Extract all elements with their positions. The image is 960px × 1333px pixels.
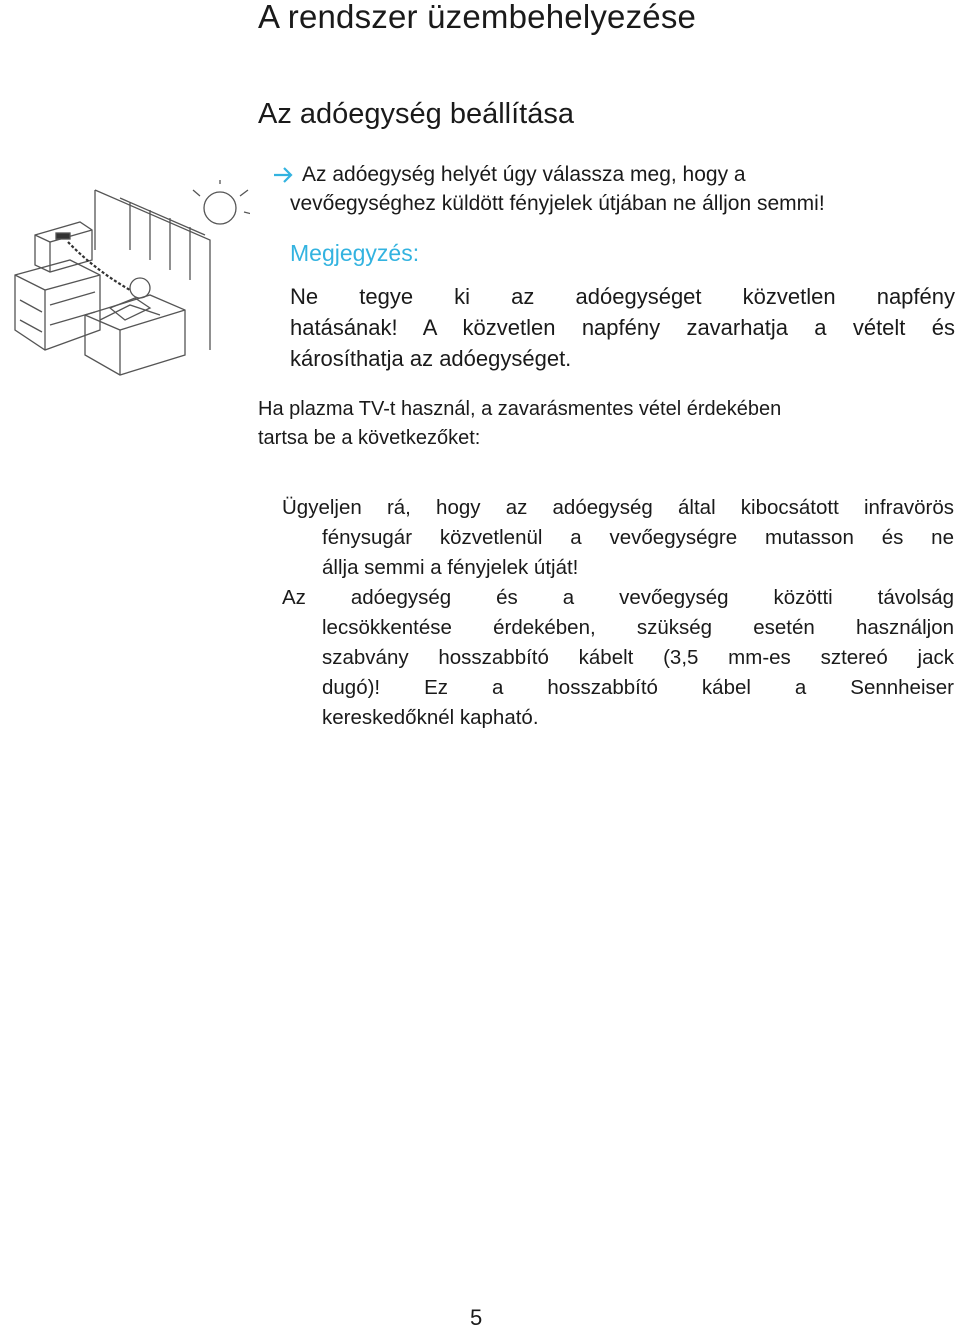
list-item-line: kereskedőknél kapható. bbox=[322, 706, 539, 729]
list-item bbox=[282, 493, 954, 583]
list-item-line: Az adóegység és a vevőegység közötti távolság bbox=[282, 586, 954, 609]
list-item-line: fénysugár közvetlenül a vevőegységre mutasson és ne bbox=[322, 526, 954, 549]
note-line-1: Ne tegye ki az adóegységet közvetlen napfény bbox=[290, 284, 955, 309]
section-title: Az adóegység beállítása bbox=[258, 98, 574, 130]
arrow-right-icon bbox=[272, 160, 294, 189]
note-label: Megjegyzés: bbox=[290, 240, 420, 266]
list-item-line: szabvány hosszabbító kábelt (3,5 mm-es sztereó jack bbox=[322, 646, 954, 669]
note-line-2: hatásának! A közvetlen napfény zavarhatja a vételt és bbox=[290, 315, 955, 340]
plasma-paragraph bbox=[258, 395, 958, 453]
plasma-line-1: Ha plazma TV-t használ, a zavarásmentes vétel érdekében bbox=[258, 398, 782, 420]
list-item-line: lecsökkentése érdekében, szükség esetén használjon bbox=[322, 616, 954, 639]
page-title: A rendszer üzembehelyezése bbox=[258, 0, 697, 35]
list-item-line: dugó)! Ez a hosszabbító kábel a Sennheiser bbox=[322, 676, 954, 699]
intro-line-1: Az adóegység helyét úgy válassza meg, hogy a bbox=[302, 163, 746, 186]
note-line-3: károsíthatja az adóegységet. bbox=[290, 346, 572, 371]
list-item bbox=[282, 583, 954, 733]
setup-illustration bbox=[0, 180, 250, 380]
list-item-line: Ügyeljen rá, hogy az adóegység által kibocsátott infravörös bbox=[282, 496, 954, 519]
intro-line-2: vevőegységhez küldött fényjelek útjában ne álljon semmi! bbox=[290, 192, 825, 215]
instruction-list bbox=[282, 493, 954, 733]
plasma-line-2: tartsa be a következőket: bbox=[258, 427, 481, 449]
list-item-line: állja semmi a fényjelek útját! bbox=[322, 556, 579, 579]
page-number: 5 bbox=[470, 1305, 483, 1330]
note-body bbox=[290, 281, 955, 374]
